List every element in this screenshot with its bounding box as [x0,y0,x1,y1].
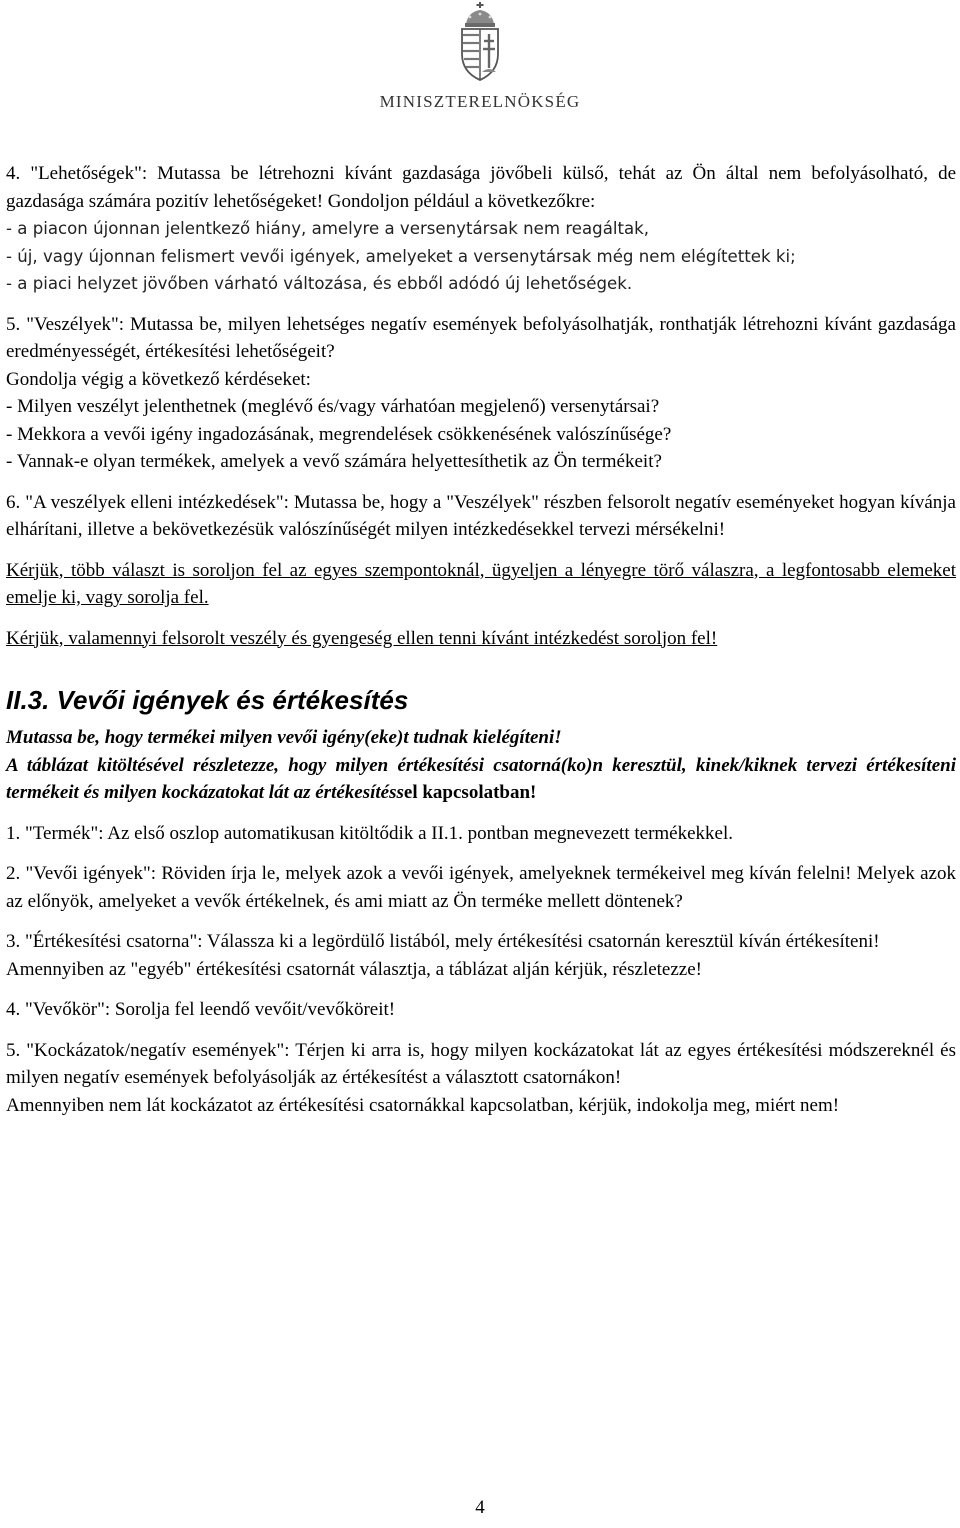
coat-of-arms-icon [454,2,506,82]
item-2: 2. "Vevői igények": Röviden írja le, melyek azok a vevői igények, amelyeknek termékeivel meg kíván felelni! Melyek azok az előnyök, amelyeket a vevők értékelnek, és ami miatt az Ön terméke mellett döntenek? [6,863,956,912]
document-body [6,160,956,1119]
item-5: 5. "Kockázatok/negatív események": Térjen ki arra is, hogy milyen kockázatokat lát az egyes értékesítési módszereknél és milyen negatív események befolyásolják az értékesítést a választott csatornákon! [6,1039,956,1088]
item-3: 3. "Értékesítési csatorna": Válassza ki a legördülő listából, mely értékesítési csatornán keresztül kíván értékesíteni! [6,931,880,952]
p4-item: - a piacon újonnan jelentkező hiány, amelyre a versenytársak nem reagáltak, [6,219,650,238]
note-underlined: Kérjük, valamennyi felsorolt veszély és gyengeség ellen tenni kívánt intézkedést soroljon fel! [6,627,718,649]
p5-lead: Gondolja végig a következő kérdéseket: [6,368,311,390]
item-1: 1. "Termék": Az első oszlop automatikusan kitöltődik a II.1. pontban megnevezett termékekkel. [6,822,734,844]
page-header [0,0,960,120]
p4-intro: 4. "Lehetőségek": Mutassa be létrehozni kívánt gazdasága jövőbeli külső, tehát az Ön által nem befolyásolható, de gazdasága számára pozitív lehetőségeket! Gondoljon például a következőkre: [6,163,956,212]
p5-item: - Mekkora a vevői igény ingadozásának, megrendelések csökkenésének valószínűsége? [6,423,672,445]
p4-item: - a piaci helyzet jövőben várható változása, és ebből adódó új lehetőségek. [6,274,633,293]
p5-item: - Milyen veszélyt jelenthetnek (meglévő és/vagy várhatóan megjelenő) versenytársai? [6,396,660,417]
section-heading: II.3. Vevői igények és értékesítés [6,685,409,715]
page-number: 4 [475,1497,485,1518]
p5-item: - Vannak-e olyan termékek, amelyek a vevő számára helyettesíthetik az Ön termékeit? [6,451,662,472]
section-bold-paragraph [6,752,956,807]
section-bold-line: Mutassa be, hogy termékei milyen vevői igény(eke)t tudnak kielégíteni! [6,727,562,748]
section-bold-tail: el kapcsolatban! [403,782,537,803]
ministry-name: MINISZTERELNÖKSÉG [379,92,581,111]
p4-item: - új, vagy újonnan felismert vevői igények, amelyeket a versenytársak még nem elégítettek ki; [6,246,796,266]
note-underlined: Kérjük, több választ is soroljon fel az egyes szempontoknál, ügyeljen a lényegre törő válaszra, a legfontosabb elemeket emelje ki, vagy sorolja fel. [6,559,956,608]
p5-intro: 5. "Veszélyek": Mutassa be, milyen lehetséges negatív események befolyásolhatják, ronthatják létrehozni kívánt gazdasága eredményességét, értékesítési lehetőségeit? [6,313,956,362]
section-bold-italic: A táblázat kitöltésével részletezze, hogy milyen értékesítési csatorná(ko)n keresztül, kinek/kiknek tervezi értékesíteni termékeit és milyen kockázatokat lát az értékesítéss [6,754,956,803]
item-3-note: Amennyiben az "egyéb" értékesítési csatornát választja, a táblázat alján kérjük, részletezze! [6,958,702,980]
item-4: 4. "Vevőkör": Sorolja fel leendő vevőit/vevőköreit! [6,999,396,1020]
item-5-note: Amennyiben nem lát kockázatot az értékesítési csatornákkal kapcsolatban, kérjük, indokolja meg, miért nem! [6,1094,840,1116]
p6-paragraph: 6. "A veszélyek elleni intézkedések": Mutassa be, hogy a "Veszélyek" részben felsorolt negatív eseményeket hogyan kívánja elhárítani, illetve a bekövetkezésük valószínűségét milyen intézkedésekkel tervezi mérsékelni! [6,491,956,540]
